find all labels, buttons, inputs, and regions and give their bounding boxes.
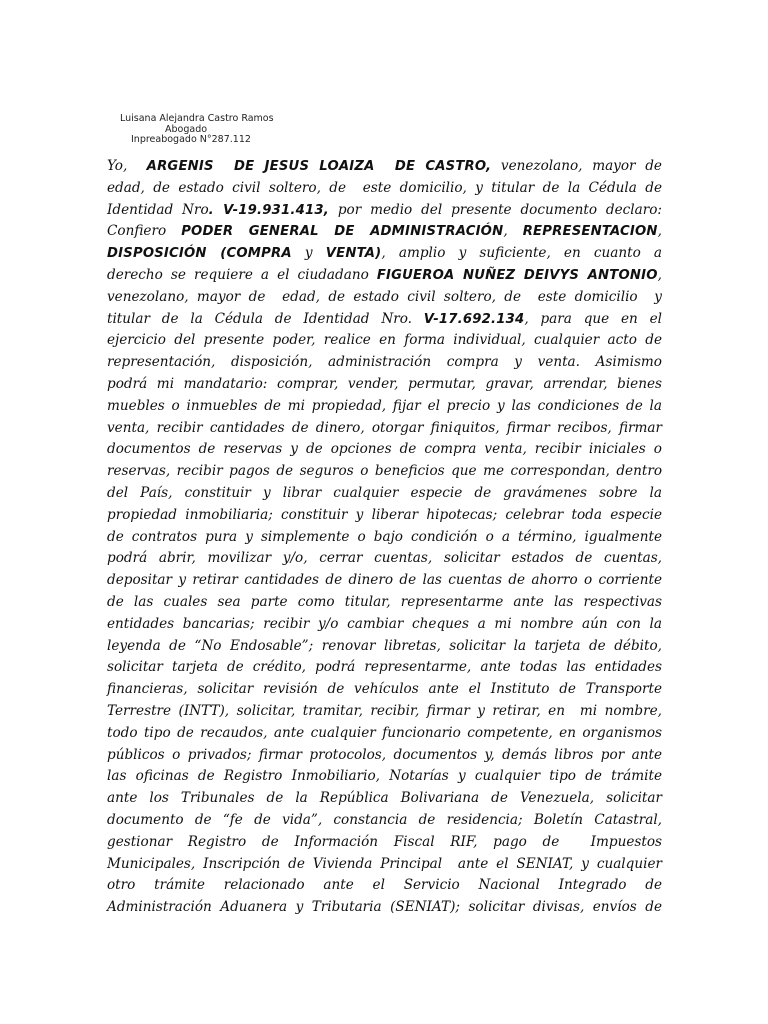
bold-text-segment: FIGUEROA NUÑEZ DEIVYS ANTONIO	[376, 267, 658, 283]
bold-text-segment: VENTA)	[325, 246, 382, 262]
paragraph-line	[107, 897, 662, 919]
text-segment: muebles o inmuebles de mi propiedad, fijar el precio y las condiciones de la	[107, 397, 662, 414]
text-segment: Terrestre (INTT), solicitar, tramitar, recibir, firmar y retirar, en mi nombre,	[107, 702, 662, 719]
bold-text-segment: DISPOSICIÓN (COMPRA	[107, 246, 292, 262]
paragraph-line	[107, 287, 662, 309]
text-segment: documentos de reservas y de opciones de compra venta, recibir iniciales o	[107, 441, 662, 458]
text-segment: por medio del presente documento declaro:	[328, 201, 662, 218]
paragraph-line	[107, 527, 662, 549]
paragraph-line	[107, 854, 662, 876]
text-segment: solicitar tarjeta de crédito, podrá representarme, ante todas las entidades	[107, 659, 662, 676]
text-segment: titular de la Cédula de Identidad Nro.	[107, 310, 424, 327]
text-segment: representación, disposición, administración compra y venta. Asimismo	[107, 354, 662, 371]
text-segment: leyenda de “No Endosable”; renovar libretas, solicitar la tarjeta de débito,	[107, 637, 662, 654]
text-segment: podrá abrir, movilizar y/o, cerrar cuentas, solicitar estados de cuentas,	[107, 550, 662, 567]
paragraph-line	[107, 330, 662, 352]
text-segment: documento de “fe de vida”, constancia de residencia; Boletín Catastral,	[107, 811, 662, 828]
paragraph-line	[107, 723, 662, 745]
text-segment: propiedad inmobiliaria; constituir y liberar hipotecas; celebrar toda especie	[107, 506, 662, 523]
paragraph-line	[107, 418, 662, 440]
bold-text-segment: REPRESENTACION	[522, 224, 658, 240]
bold-text-segment: PODER GENERAL DE ADMINISTRACIÓN	[181, 224, 504, 240]
text-segment: venta, recibir cantidades de dinero, otorgar finiquitos, firmar recibos, firmar	[107, 419, 662, 436]
text-segment: edad, de estado civil soltero, de este domicilio, y titular de la Cédula de	[107, 179, 662, 196]
paragraph-line	[107, 570, 662, 592]
paragraph-line	[107, 766, 662, 788]
paragraph-line	[107, 374, 662, 396]
paragraph-line	[107, 548, 662, 570]
text-segment: venezolano, mayor de	[491, 158, 662, 174]
paragraph-line	[107, 221, 662, 243]
text-segment: todo tipo de recaudos, ante cualquier funcionario competente, en organismos	[107, 724, 662, 741]
paragraph-line	[107, 636, 662, 658]
paragraph-line	[107, 396, 662, 418]
text-segment: ante los Tribunales de la República Bolivariana de Venezuela, solicitar	[107, 790, 662, 807]
lawyer-registration: Inpreabogado N°287.112	[131, 134, 251, 145]
paragraph-line	[107, 352, 662, 374]
text-segment: entidades bancarias; recibir y/o cambiar cheques a mi nombre aún con la	[107, 615, 662, 632]
lawyer-name: Luisana Alejandra Castro Ramos	[120, 113, 274, 124]
text-segment: de las cuales sea parte como titular, representarme ante las respectivas	[107, 593, 662, 610]
bold-text-segment: ARGENIS DE JESUS LOAIZA DE CASTRO,	[146, 159, 492, 174]
text-segment: y	[291, 245, 326, 262]
paragraph-line	[107, 200, 662, 222]
paragraph-line	[107, 592, 662, 614]
text-segment: Yo,	[107, 158, 147, 174]
text-segment: públicos o privados; firmar protocolos, documentos y, demás libros por ante	[107, 746, 662, 763]
text-segment: ,	[657, 266, 662, 283]
paragraph-line	[107, 614, 662, 636]
text-segment: depositar y retirar cantidades de dinero de las cuentas de ahorro o corriente	[107, 572, 662, 589]
paragraph-line	[107, 461, 662, 483]
text-segment: financieras, solicitar revisión de vehículos ante el Instituto de Transporte	[107, 681, 662, 698]
paragraph-line	[107, 745, 662, 767]
bold-text-segment: V-17.692.134	[423, 311, 525, 327]
letterhead	[120, 114, 290, 146]
text-segment: Confiero	[107, 223, 182, 240]
text-segment: venezolano, mayor de edad, de estado civil soltero, de este domicilio y	[107, 288, 662, 305]
paragraph-line	[107, 657, 662, 679]
lawyer-title: Abogado	[165, 123, 208, 135]
paragraph-line	[107, 178, 662, 200]
text-segment: derecho se requiere a el ciudadano	[107, 266, 377, 283]
paragraph-line	[107, 265, 662, 287]
text-segment: gestionar Registro de Información Fiscal RIF, pago de Impuestos	[107, 833, 662, 850]
text-segment: otro trámite relacionado ante el Servicio Nacional Integrado de	[107, 877, 662, 894]
paragraph-line	[107, 832, 662, 854]
paragraph-line	[107, 483, 662, 505]
paragraph-line	[107, 788, 662, 810]
text-segment: las oficinas de Registro Inmobiliario, Notarías y cualquier tipo de trámite	[107, 768, 662, 785]
paragraph-line	[107, 439, 662, 461]
paragraph-line	[107, 810, 662, 832]
text-segment: Administración Aduanera y Tributaria (SENIAT); solicitar divisas, envíos de	[107, 899, 662, 916]
paragraph-line	[107, 875, 662, 897]
text-segment: de contratos pura y simplemente o bajo condición o a término, igualmente	[107, 528, 662, 545]
paragraph-line	[107, 309, 662, 331]
bold-text-segment: . V-19.931.413,	[208, 202, 329, 218]
text-segment: Identidad Nro	[107, 201, 209, 218]
paragraph-line	[107, 505, 662, 527]
text-segment: reservas, recibir pagos de seguros o beneficios que me correspondan, dentro	[107, 463, 662, 480]
paragraph-line	[107, 701, 662, 723]
text-segment: ejercicio del presente poder, realice en forma individual, cualquier acto de	[107, 332, 662, 349]
text-segment: del País, constituir y librar cualquier especie de gravámenes sobre la	[107, 484, 662, 501]
paragraph-line	[107, 679, 662, 701]
text-segment: ,	[657, 223, 662, 240]
text-segment: , para que en el	[524, 310, 663, 327]
document-body	[107, 156, 662, 919]
text-segment: Municipales, Inscripción de Vivienda Principal ante el SENIAT, y cualquier	[107, 855, 662, 872]
text-segment: , amplio y suficiente, en cuanto a	[381, 245, 663, 262]
paragraph-line	[107, 243, 662, 265]
text-segment: ,	[503, 223, 523, 240]
text-segment: podrá mi mandatario: comprar, vender, permutar, gravar, arrendar, bienes	[107, 375, 662, 392]
paragraph-line	[107, 156, 662, 178]
